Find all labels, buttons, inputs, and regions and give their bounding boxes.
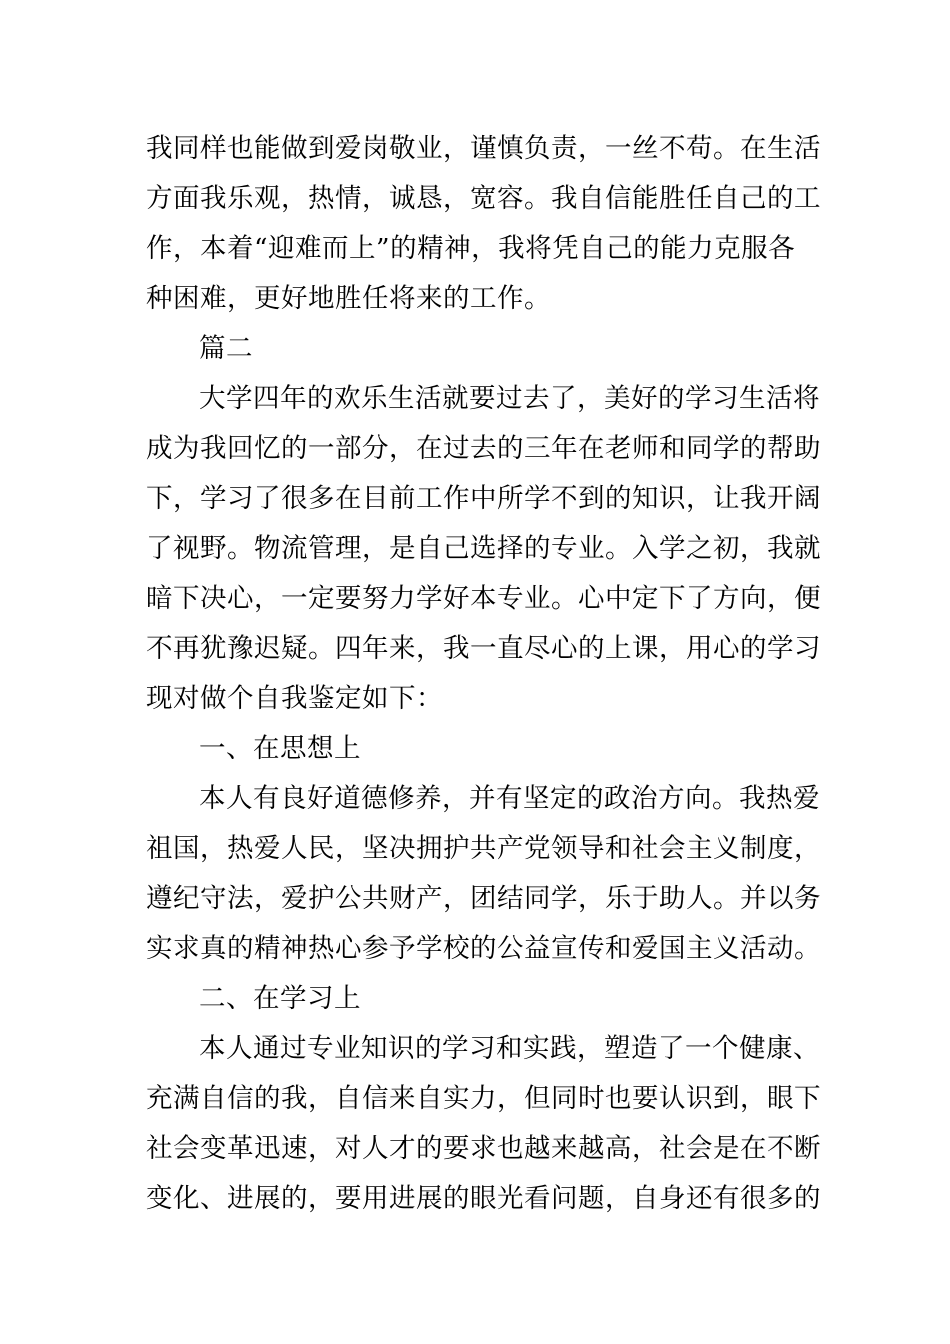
text-line: 我同样也能做到爱岗敬业，谨慎负责，一丝不苟。在生活 [146, 133, 821, 164]
subsection-heading: 一、在思想上 [199, 733, 361, 764]
text-line: 下，学习了很多在目前工作中所学不到的知识，让我开阔 [146, 483, 821, 514]
text-line: 实求真的精神热心参予学校的公益宣传和爱国主义活动。 [146, 933, 821, 964]
text-line: 作，本着“迎难而上”的精神，我将凭自己的能力克服各 [146, 233, 796, 264]
section-heading: 篇二 [199, 333, 253, 364]
text-line: 了视野。物流管理，是自己选择的专业。入学之初，我就 [146, 533, 821, 564]
text-line: 本人通过专业知识的学习和实践，塑造了一个健康、 [199, 1033, 820, 1064]
text-line: 祖国，热爱人民，坚决拥护共产党领导和社会主义制度， [146, 833, 821, 864]
text-line: 遵纪守法，爱护公共财产，团结同学，乐于助人。并以务 [146, 883, 821, 914]
subsection-heading: 二、在学习上 [199, 983, 361, 1014]
document-body [146, 124, 821, 1224]
text-line: 本人有良好道德修养，并有坚定的政治方向。我热爱 [199, 783, 820, 814]
text-line: 大学四年的欢乐生活就要过去了，美好的学习生活将 [199, 383, 820, 414]
text-line: 暗下决心，一定要努力学好本专业。心中定下了方向，便 [146, 583, 821, 614]
text-line: 方面我乐观，热情，诚恳，宽容。我自信能胜任自己的工 [146, 183, 821, 214]
text-line: 不再犹豫迟疑。四年来，我一直尽心的上课，用心的学习 [146, 633, 821, 664]
text-line: 现对做个自我鉴定如下： [146, 683, 443, 714]
text-line: 社会变革迅速，对人才的要求也越来越高，社会是在不断 [146, 1133, 821, 1164]
text-line: 成为我回忆的一部分，在过去的三年在老师和同学的帮助 [146, 433, 821, 464]
text-line: 种困难，更好地胜任将来的工作。 [146, 283, 551, 314]
text-line: 充满自信的我，自信来自实力，但同时也要认识到，眼下 [146, 1083, 821, 1114]
text-line: 变化、进展的，要用进展的眼光看问题，自身还有很多的 [146, 1183, 821, 1214]
